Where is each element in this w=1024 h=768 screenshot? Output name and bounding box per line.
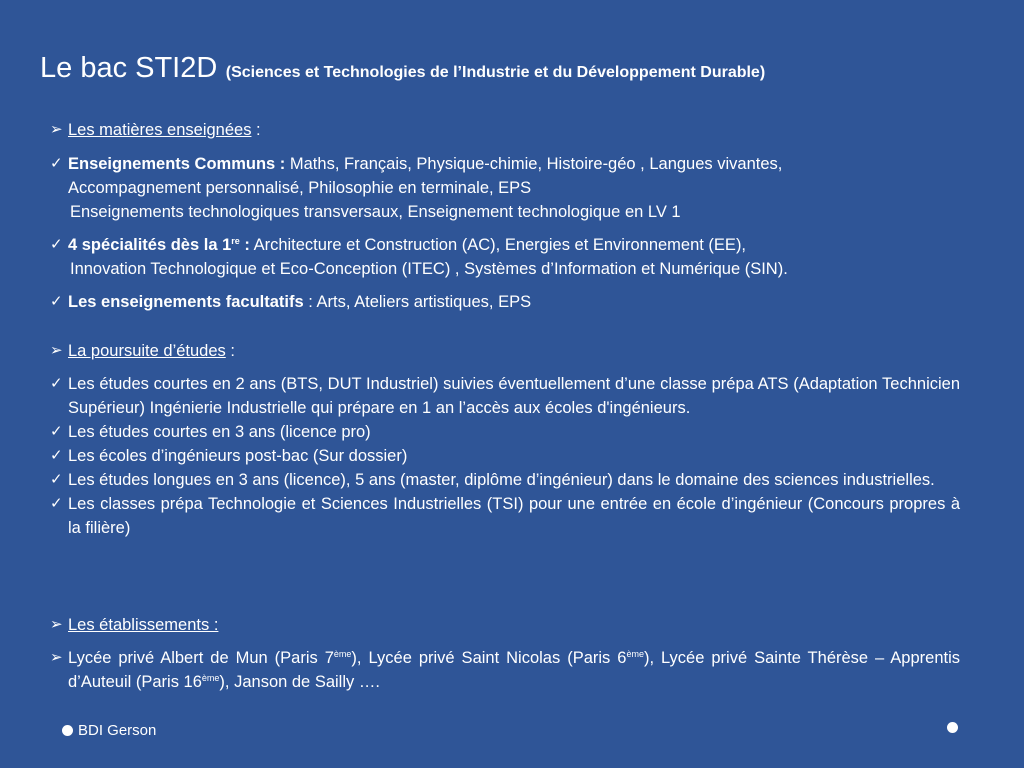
spec-label: 4 spécialités dès la 1re : <box>68 236 250 254</box>
check-bullet-icon: ✓ <box>50 293 63 310</box>
list-item: ✓ Les études courtes en 3 ans (licence pro) <box>50 420 960 444</box>
arrow-bullet-icon: ➢ <box>50 342 63 359</box>
footer-label: BDI Gerson <box>62 722 156 739</box>
spec-line1: Architecture et Construction (AC), Energies et Environnement (EE), <box>249 236 747 254</box>
list-item: ✓ Les études longues en 3 ans (licence), 5 ans (master, diplôme d’ingénieur) dans le domaine des sciences industrielles. <box>50 468 960 492</box>
list-item: ✓ Les classes prépa Technologie et Sciences Industrielles (TSI) pour une entrée en école d’ingénieur (Concours propres à la filière) <box>50 492 960 540</box>
check-bullet-icon: ✓ <box>50 495 63 512</box>
list-item: ✓ Les études courtes en 2 ans (BTS, DUT Industriel) suivies éventuellement d’une classe prépa ATS (Adaptation Technicien Supérieur) Ingénierie Industrielle qui prépare en 1 an l’accès aux écoles d'ingénieurs. <box>50 372 960 420</box>
item-facultatifs <box>50 290 960 314</box>
item-lycees <box>50 646 960 694</box>
heading-text: La poursuite d’études <box>68 342 226 360</box>
communs-label: Enseignements Communs : <box>68 155 286 173</box>
section-poursuite-heading: ➢ La poursuite d’études : <box>50 339 960 363</box>
communs-line2: Accompagnement personnalisé, Philosophie en terminale, EPS <box>68 179 532 197</box>
arrow-bullet-icon: ➢ <box>50 121 63 138</box>
check-bullet-icon: ✓ <box>50 471 63 488</box>
title-subtitle: (Sciences et Technologies de l’Industrie et du Développement Durable) <box>225 64 766 81</box>
item-specialites <box>50 233 960 281</box>
check-bullet-icon: ✓ <box>50 236 63 253</box>
bullet-dot-icon <box>947 722 958 733</box>
heading-text: Les matières enseignées <box>68 121 252 139</box>
communs-line1: Maths, Français, Physique-chimie, Histoire-géo , Langues vivantes, <box>285 155 783 173</box>
check-bullet-icon: ✓ <box>50 375 63 392</box>
check-bullet-icon: ✓ <box>50 155 63 172</box>
item-enseignements-communs <box>50 152 960 224</box>
slide-title <box>40 52 1000 85</box>
fac-label: Les enseignements facultatifs <box>68 293 304 311</box>
title-main: Le bac STI2D <box>40 52 218 84</box>
communs-line3: Enseignements technologiques transversaux, Enseignement technologique en LV 1 <box>70 203 681 221</box>
arrow-bullet-icon: ➢ <box>50 616 63 633</box>
list-item: ✓ Les écoles d’ingénieurs post-bac (Sur dossier) <box>50 444 960 468</box>
fac-text: : Arts, Ateliers artistiques, EPS <box>303 293 532 311</box>
bullet-dot-icon <box>62 725 73 736</box>
check-bullet-icon: ✓ <box>50 423 63 440</box>
check-bullet-icon: ✓ <box>50 447 63 464</box>
poursuite-list <box>50 372 960 540</box>
lycees-text: Lycée privé Albert de Mun (Paris 7ème), Lycée privé Saint Nicolas (Paris 6ème), Lycée privé Sainte Thérèse – Apprentis d’Auteuil (Paris 16ème), Janson de Sailly …. <box>68 649 960 691</box>
section-matieres-heading: ➢ Les matières enseignées : <box>50 118 960 142</box>
footer-right-dot <box>947 722 963 733</box>
arrow-bullet-icon: ➢ <box>50 649 63 666</box>
spec-line2: Innovation Technologique et Eco-Conception (ITEC) , Systèmes d’Information et Numérique (SIN). <box>70 260 788 278</box>
section-etablissements-heading <box>50 613 960 637</box>
heading-text: Les établissements : <box>68 616 219 634</box>
